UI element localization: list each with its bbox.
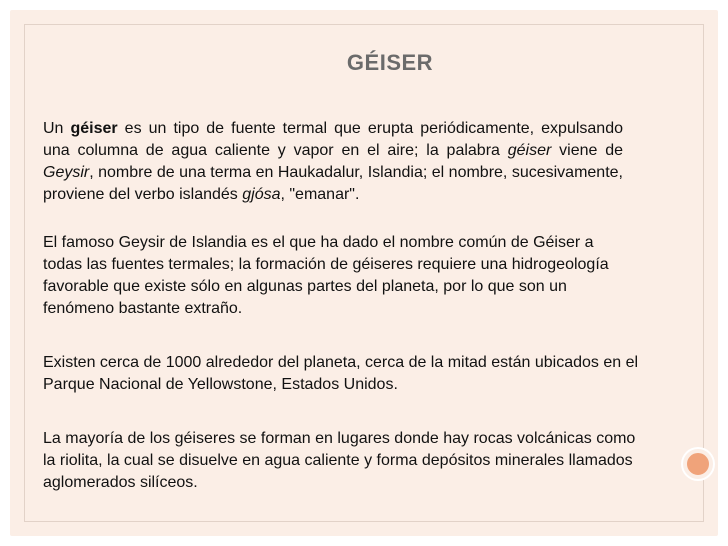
paragraph-definition <box>43 118 623 206</box>
p1-part-a: es un tipo de fuente termal que erupta periódicamente, expulsando una columna de agua caliente y vapor en el aire; la palabra <box>43 120 623 159</box>
p1-part-d: , "emanar". <box>280 186 360 203</box>
p1-prefix: Un <box>43 120 71 137</box>
paragraph-count: Existen cerca de 1000 alrededor del planeta, cerca de la mitad están ubicados en el Parque Nacional de Yellowstone, Estados Unidos. <box>43 354 639 393</box>
p1-italic-1: géiser <box>507 142 552 159</box>
paragraph-geysir: El famoso Geysir de Islandia es el que ha dado el nombre común de Géiser a todas las fuentes termales; la formación de géiseres requiere una hidrogeología favorable que existe sólo en algunas partes del planeta, por lo que son un fenómeno bastante extraño. <box>43 234 609 317</box>
paragraph-formation: La mayoría de los géiseres se forman en lugares donde hay rocas volcánicas como la riolita, la cual se disuelve en agua caliente y forma depósitos minerales llamados aglomerados silíceos. <box>43 430 636 491</box>
p1-part-b: viene de <box>551 142 624 159</box>
slide-title: GÉISER <box>346 50 434 75</box>
p1-bold-word: géiser <box>70 120 118 137</box>
p1-italic-2: Geysir <box>43 164 90 181</box>
p1-italic-3: gjósa <box>242 186 281 203</box>
accent-dot-icon <box>683 449 713 479</box>
p1-part-c: , nombre de una terma en Haukadalur, Islandia; el nombre, sucesivamente, proviene del verbo islandés <box>43 164 623 203</box>
